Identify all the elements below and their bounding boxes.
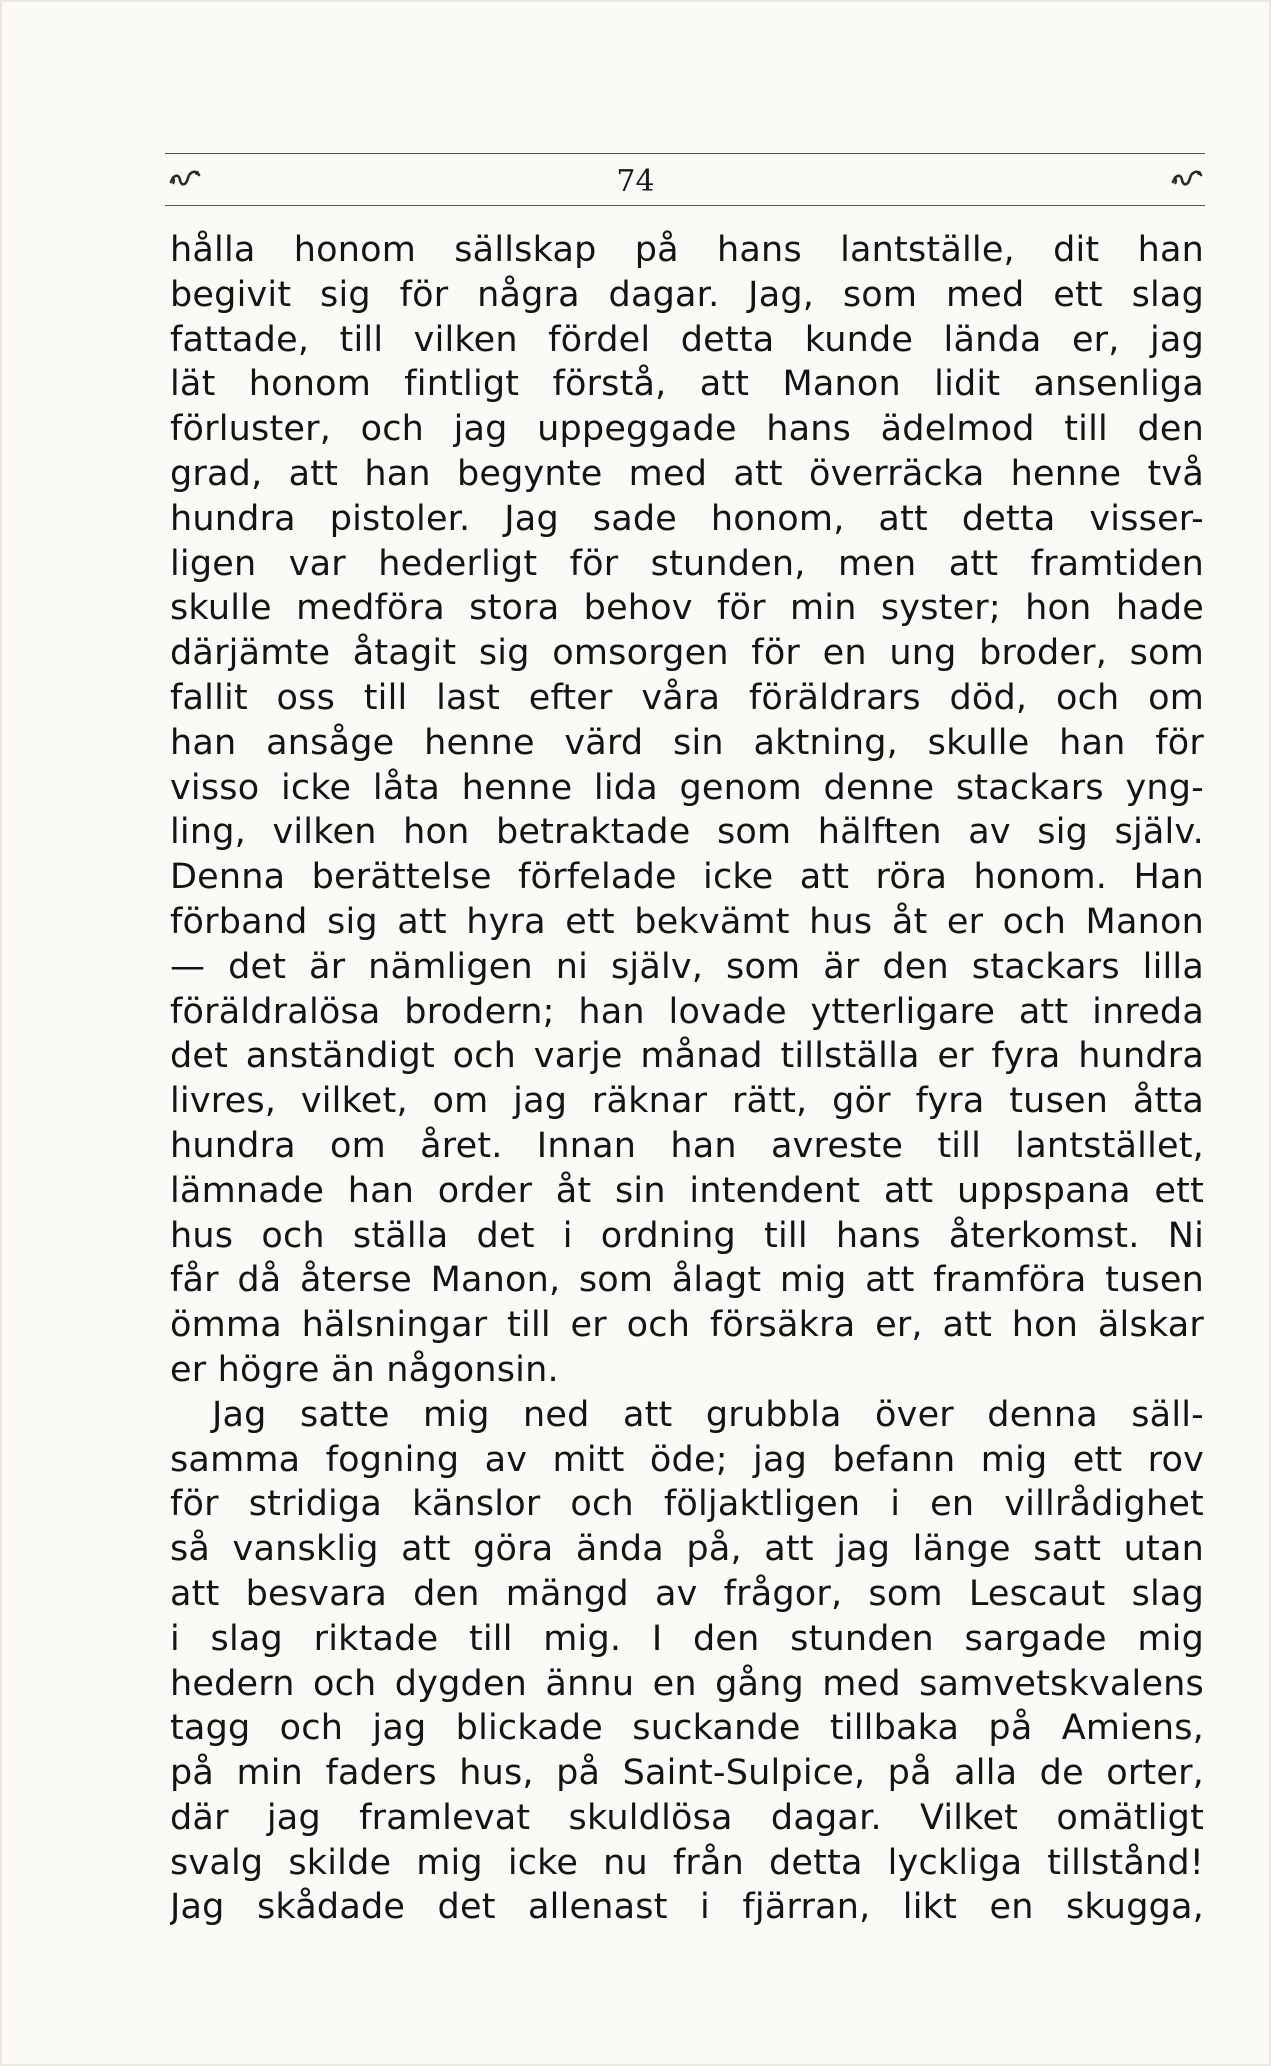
text-line: ling, vilken hon betraktade som hälften av sig själv. (170, 812, 1204, 853)
text-line: får då återse Manon, som ålagt mig att framföra tusen (170, 1260, 1204, 1301)
text-line: för stridiga känslor och följaktligen i en villrådighet (170, 1484, 1204, 1525)
text-line: därjämte åtagit sig omsorgen för en ung broder, som (170, 633, 1204, 674)
text-line: hålla honom sällskap på hans lantställe, dit han (170, 230, 1204, 270)
text-line: förband sig att hyra ett bekvämt hus åt er och Manon (170, 901, 1204, 942)
text-line: det anständigt och varje månad tillställa er fyra hundra (170, 1036, 1204, 1077)
text-line: förluster, och jag uppeggade hans ädelmod till den (170, 409, 1204, 450)
text-line: ömma hälsningar till er och försäkra er, att hon älskar (170, 1305, 1204, 1346)
text-line: ligen var hederligt för stunden, men att framtiden (170, 543, 1204, 584)
header-rule-top (165, 153, 1205, 154)
text-line: grad, att han begynte med att överräcka henne två (170, 453, 1204, 494)
text-line: samma fogning av mitt öde; jag befann mig ett rov (170, 1439, 1204, 1480)
text-line: att besvara den mängd av frågor, som Lescaut slag (170, 1573, 1204, 1614)
text-line: Jag skådade det allenast i fjärran, likt en skugga, (170, 1887, 1204, 1928)
paragraph-last-line: er högre än någonsin. (170, 1349, 559, 1390)
text-line: lät honom fintligt förstå, att Manon lidit ansenliga (170, 364, 1204, 405)
text-line: så vansklig att göra ända på, att jag länge satt utan (170, 1529, 1204, 1570)
paragraph-first-line: Jag satte mig ned att grubbla över denna säll- (212, 1394, 1204, 1435)
text-line: föräldralösa brodern; han lovade ytterligare att inreda (170, 991, 1204, 1032)
text-line: svalg skilde mig icke nu från detta lyckliga tillstånd! (170, 1842, 1204, 1883)
header-rule-bottom (165, 205, 1205, 206)
ornament-right-icon (1170, 164, 1204, 192)
text-line: tagg och jag blickade suckande tillbaka på Amiens, (170, 1708, 1204, 1749)
page-number: 74 (616, 164, 655, 199)
text-line: han ansåge henne värd sin aktning, skulle han för (170, 722, 1204, 763)
text-line: begivit sig för några dagar. Jag, som med ett slag (170, 274, 1204, 315)
text-line: skulle medföra stora behov för min syster; hon hade (170, 588, 1204, 629)
text-line: hundra om året. Innan han avreste till lantstället, (170, 1125, 1204, 1166)
text-line: hus och ställa det i ordning till hans återkomst. Ni (170, 1215, 1204, 1256)
text-line: — det är nämligen ni själv, som är den stackars lilla (170, 946, 1204, 987)
text-line: på min faders hus, på Saint-Sulpice, på alla de orter, (170, 1753, 1204, 1794)
text-line: i slag riktade till mig. I den stunden sargade mig (170, 1618, 1204, 1659)
text-line: fattade, till vilken fördel detta kunde lända er, jag (170, 319, 1204, 360)
text-line: livres, vilket, om jag räknar rätt, gör fyra tusen åtta (170, 1081, 1204, 1122)
text-line: där jag framlevat skuldlösa dagar. Vilket omätligt (170, 1797, 1204, 1838)
text-line: Denna berättelse förfelade icke att röra honom. Han (170, 857, 1204, 898)
text-line: hundra pistoler. Jag sade honom, att detta visser- (170, 498, 1204, 539)
text-line: fallit oss till last efter våra föräldrars död, och om (170, 677, 1204, 718)
body-text (170, 228, 1204, 1930)
text-line: hedern och dygden ännu en gång med samvetskvalens (170, 1663, 1204, 1704)
text-line: visso icke låta henne lida genom denne stackars yng- (170, 767, 1204, 808)
text-line: lämnade han order åt sin intendent att uppspana ett (170, 1170, 1204, 1211)
